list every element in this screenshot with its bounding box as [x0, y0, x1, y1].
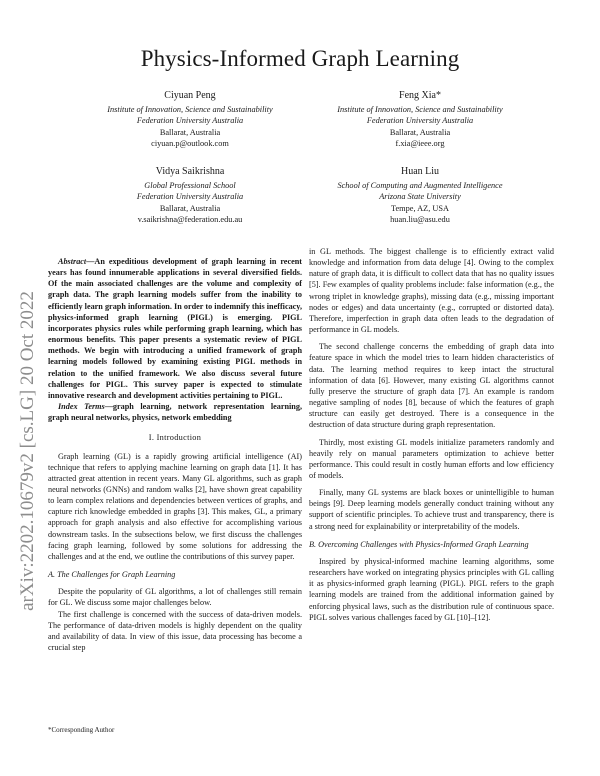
author-name: Vidya Saikrishna	[155, 166, 225, 177]
subsection-heading: A. The Challenges for Graph Learning	[48, 570, 176, 580]
author-affiliation: Institute of Innovation, Science and Sustainability	[107, 105, 273, 114]
author-block	[60, 165, 320, 226]
section-heading: I. Introduction	[148, 433, 202, 443]
abstract-label: Abstract	[58, 257, 87, 266]
abstract	[48, 256, 302, 401]
author-affiliation: School of Computing and Augmented Intelligence	[337, 181, 503, 190]
right-column	[309, 246, 554, 623]
author-affiliation: Global Professional School	[144, 181, 236, 190]
author-block	[60, 89, 320, 150]
paragraph: The first challenge is concerned with the success of data-driven models. The performance of data-driven models is highly dependent on the quality and availability of data. In view of this issue, data processing has become a crucial step	[48, 609, 302, 652]
author-email: ciyuan.p@outlook.com	[151, 139, 229, 149]
author-location: Ballarat, Australia	[389, 127, 451, 137]
index-terms-text: —graph learning, network representation learning, graph neural networks, physics, network embedding	[48, 402, 302, 423]
author-email: huan.liu@asu.edu	[390, 215, 450, 225]
author-email: v.saikrishna@federation.edu.au	[137, 215, 243, 225]
paragraph: The second challenge concerns the embedding of graph data into feature space in which the model tries to learn hidden characteristics of data. The learning method requires to keep intact the structural information of data [6]. However, many existing GL algorithms cannot fully preserve the structure of graph data [7]. An example is random negative sampling of nodes [8], because of which the features of graph structure can easily get destroyed. There is a consequence in the destruction of data structure during graph representation.	[309, 342, 554, 430]
author-affiliation: Arizona State University	[379, 192, 461, 202]
author-block	[290, 165, 550, 226]
author-affiliation: Federation University Australia	[136, 192, 244, 202]
paragraph: Inspired by physical-informed machine learning algorithms, some researchers have worked on integrating physics principles with GL calling it as physics-informed graph learning (PIGL). PIGL refers to the graph learning models are trained from the additional information gained by enforcing physical laws, such as the distribution rule of continuous space. PIGL solves various challenges faced by GL [10]–[12].	[309, 556, 554, 622]
index-terms-label: Index Terms	[58, 402, 105, 412]
author-location: Ballarat, Australia	[159, 127, 221, 137]
author-affiliation: Federation University Australia	[136, 116, 244, 126]
paragraph: Thirdly, most existing GL models initialize parameters randomly and heavily rely on manual parameters optimization to achieve better performance. This could result in costly human efforts and low efficiency of models.	[309, 437, 554, 480]
abstract-text: —An expeditious development of graph learning in recent years has found innumerable applications in several diversified fields. Of the main associated challenges are the volume and complexity of graph data. The graph learning models suffer from the inability to efficiently learn graph information. In order to indemnify this inefficacy, physics-informed graph learning (PIGL) is emerging. PIGL incorporates physics rules while performing graph learning, which has enormous benefits. This paper presents a systematic review of PIGL methods. We begin with introducing a unified framework of graph learning models followed by examining existing PIGL methods in relation to the unified framework. We also discuss several future challenges for PIGL. This survey paper is expected to stimulate innovative research and development activities pertaining to PIGL.	[48, 257, 302, 400]
author-location: Ballarat, Australia	[159, 203, 221, 213]
footnote: *Corresponding Author	[48, 726, 115, 734]
paragraph: in GL methods. The biggest challenge is to efficiently extract valid knowledge and information from data deluge [4]. Owing to the complex nature of graph data, it is difficult to collect data that has no quality issues [5]. Few examples of quality problems include: false information (e.g., the wrong triplet in knowledge graphs), missing data (e.g., missing important nodes or edges) and data uncertainty (e.g., corrupted or distorted data). Therefore, imperfection in graph data often leads to the degradation of performance in GL models.	[309, 247, 554, 335]
paper-title: Physics-Informed Graph Learning	[140, 46, 460, 71]
author-location: Tempe, AZ, USA	[391, 203, 449, 213]
author-email: f.xia@ieee.org	[395, 139, 445, 149]
paragraph: Despite the popularity of GL algorithms, a lot of challenges still remain for GL. We discuss some major challenges below.	[48, 587, 302, 608]
index-terms	[48, 401, 302, 423]
author-affiliation: Federation University Australia	[366, 116, 474, 126]
author-name: Feng Xia*	[399, 90, 441, 101]
arxiv-identifier: arXiv:2202.10679v2 [cs.LG] 20 Oct 2022	[17, 291, 38, 611]
left-column	[48, 256, 302, 653]
paragraph: Graph learning (GL) is a rapidly growing artificial intelligence (AI) technique that refers to applying machine learning on graph data [1]. It has attracted great attention in recent years. Many GL algorithms, such as graph neural networks (GNNs) and random walks [2], have shown great capability to learn complex relations and dependencies between vertices of graphs, and capture rich knowledge embedded in graphs [3]. This makes, GL, a primary approach for graph analysis and also effective for accomplishing various downstream tasks. In the subsections below, we first discuss the challenges facing graph learning, followed by some solutions for addressing the challenges and at the end, we outline the contributions of this survey paper.	[48, 451, 302, 561]
author-block	[290, 89, 550, 150]
author-name: Huan Liu	[400, 166, 440, 177]
paragraph: Finally, many GL systems are black boxes or unintelligible to human beings [9]. Deep learning models generally conduct training without any support of scientific principles. To achieve trust and transparency, there is a strong need for explainability or interpretability of the models.	[309, 488, 554, 531]
author-affiliation: Institute of Innovation, Science and Sustainability	[337, 105, 503, 114]
subsection-heading: B. Overcoming Challenges with Physics-Informed Graph Learning	[309, 539, 529, 549]
author-name: Ciyuan Peng	[164, 90, 216, 101]
